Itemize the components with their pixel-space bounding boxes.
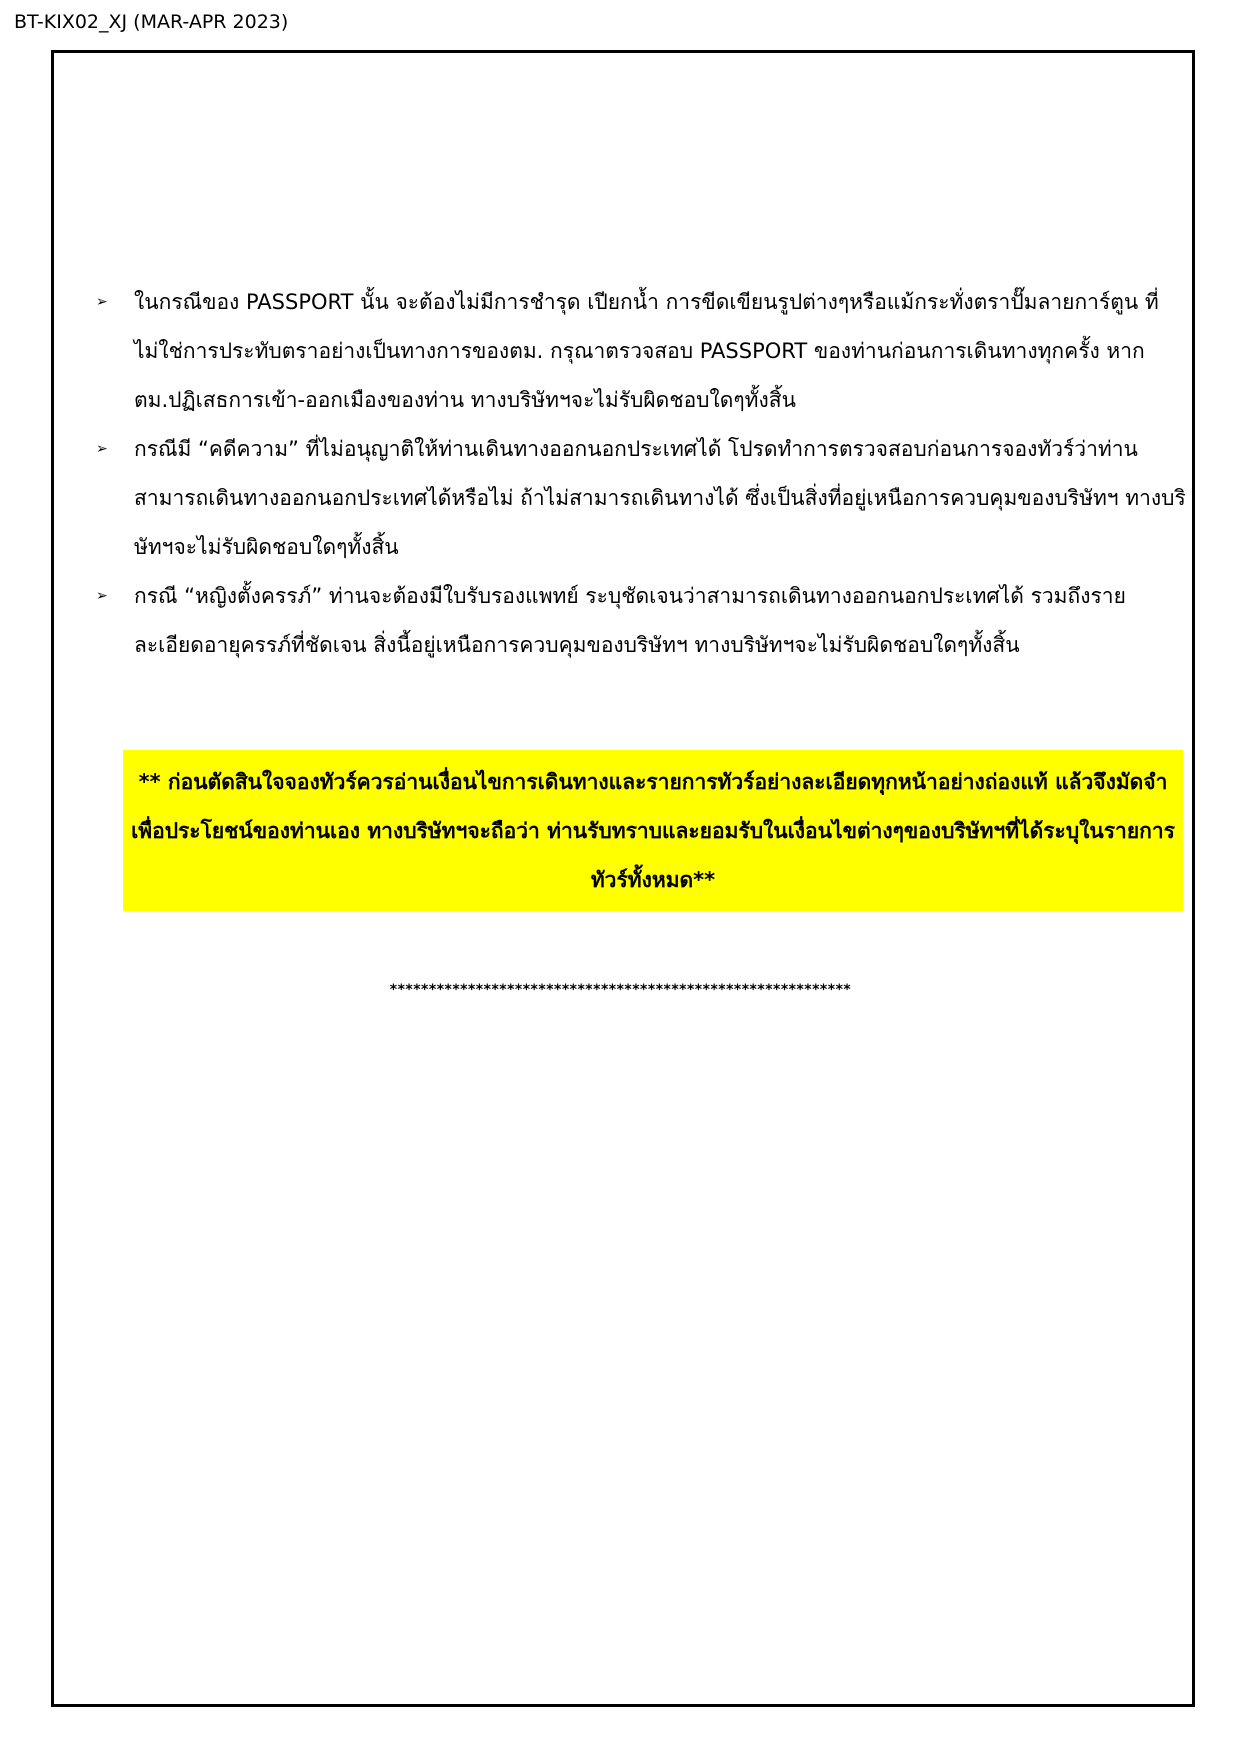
condition-pregnancy bbox=[96, 572, 1186, 670]
condition-text: กรณีมี “คดีความ” ที่ไม่อนุญาติให้ท่านเดินทางออกนอกประเทศได้ โปรดทำการตรวจสอบก่อนการจองทัวร์ว่าท่านสามารถเดินทางออกนอกประเทศได้หรือไม่ ถ้าไม่สามารถเดินทางได้ ซึ่งเป็นสิ่งที่อยู่เหนือการควบคุมของบริษัทฯ ทางบริษัทฯจะไม่รับผิดชอบใดๆทั้งสิ้น bbox=[134, 437, 1186, 559]
document-code: BT-KIX02_XJ (MAR-APR 2023) bbox=[14, 11, 289, 33]
highlighted-booking-notice bbox=[123, 750, 1183, 911]
condition-passport bbox=[96, 278, 1186, 425]
travel-conditions-list bbox=[96, 278, 1186, 670]
condition-legal-case bbox=[96, 425, 1186, 572]
arrowhead-bullet-icon: ➢ bbox=[96, 294, 108, 310]
condition-text: กรณี “หญิงตั้งครรภ์” ท่านจะต้องมีใบรับรองแพทย์ ระบุชัดเจนว่าสามารถเดินทางออกนอกประเทศได้ รวมถึงรายละเอียดอายุครรภ์ที่ชัดเจน สิ่งนี้อยู่เหนือการควบคุมของบริษัทฯ ทางบริษัทฯจะไม่รับผิดชอบใดๆทั้งสิ้น bbox=[134, 584, 1126, 657]
condition-text: ในกรณีของ PASSPORT นั้น จะต้องไม่มีการชำรุด เปียกน้ำ การขีดเขียนรูปต่างๆหรือแม้กระทั่งตราปั๊มลายการ์ตูน ที่ไม่ใช่การประทับตราอย่างเป็นทางการของตม. กรุณาตรวจสอบ PASSPORT ของท่านก่อนการเดินทางทุกครั้ง หาก ตม.ปฏิเสธการเข้า-ออกเมืองของท่าน ทางบริษัทฯจะไม่รับผิดชอบใดๆทั้งสิ้น bbox=[134, 290, 1159, 412]
arrowhead-bullet-icon: ➢ bbox=[96, 588, 108, 604]
asterisk-separator: *********************************************************** bbox=[389, 982, 852, 998]
arrowhead-bullet-icon: ➢ bbox=[96, 441, 108, 457]
notice-text: ** ก่อนตัดสินใจจองทัวร์ควรอ่านเงื่อนไขการเดินทางและรายการทัวร์อย่างละเอียดทุกหน้าอย่างถ่องแท้ แล้วจึงมัดจำเพื่อประโยชน์ของท่านเอง ทางบริษัทฯจะถือว่า ท่านรับทราบและยอมรับในเงื่อนไขต่างๆของบริษัทฯที่ได้ระบุในรายการทัวร์ทั้งหมด** bbox=[131, 770, 1175, 892]
